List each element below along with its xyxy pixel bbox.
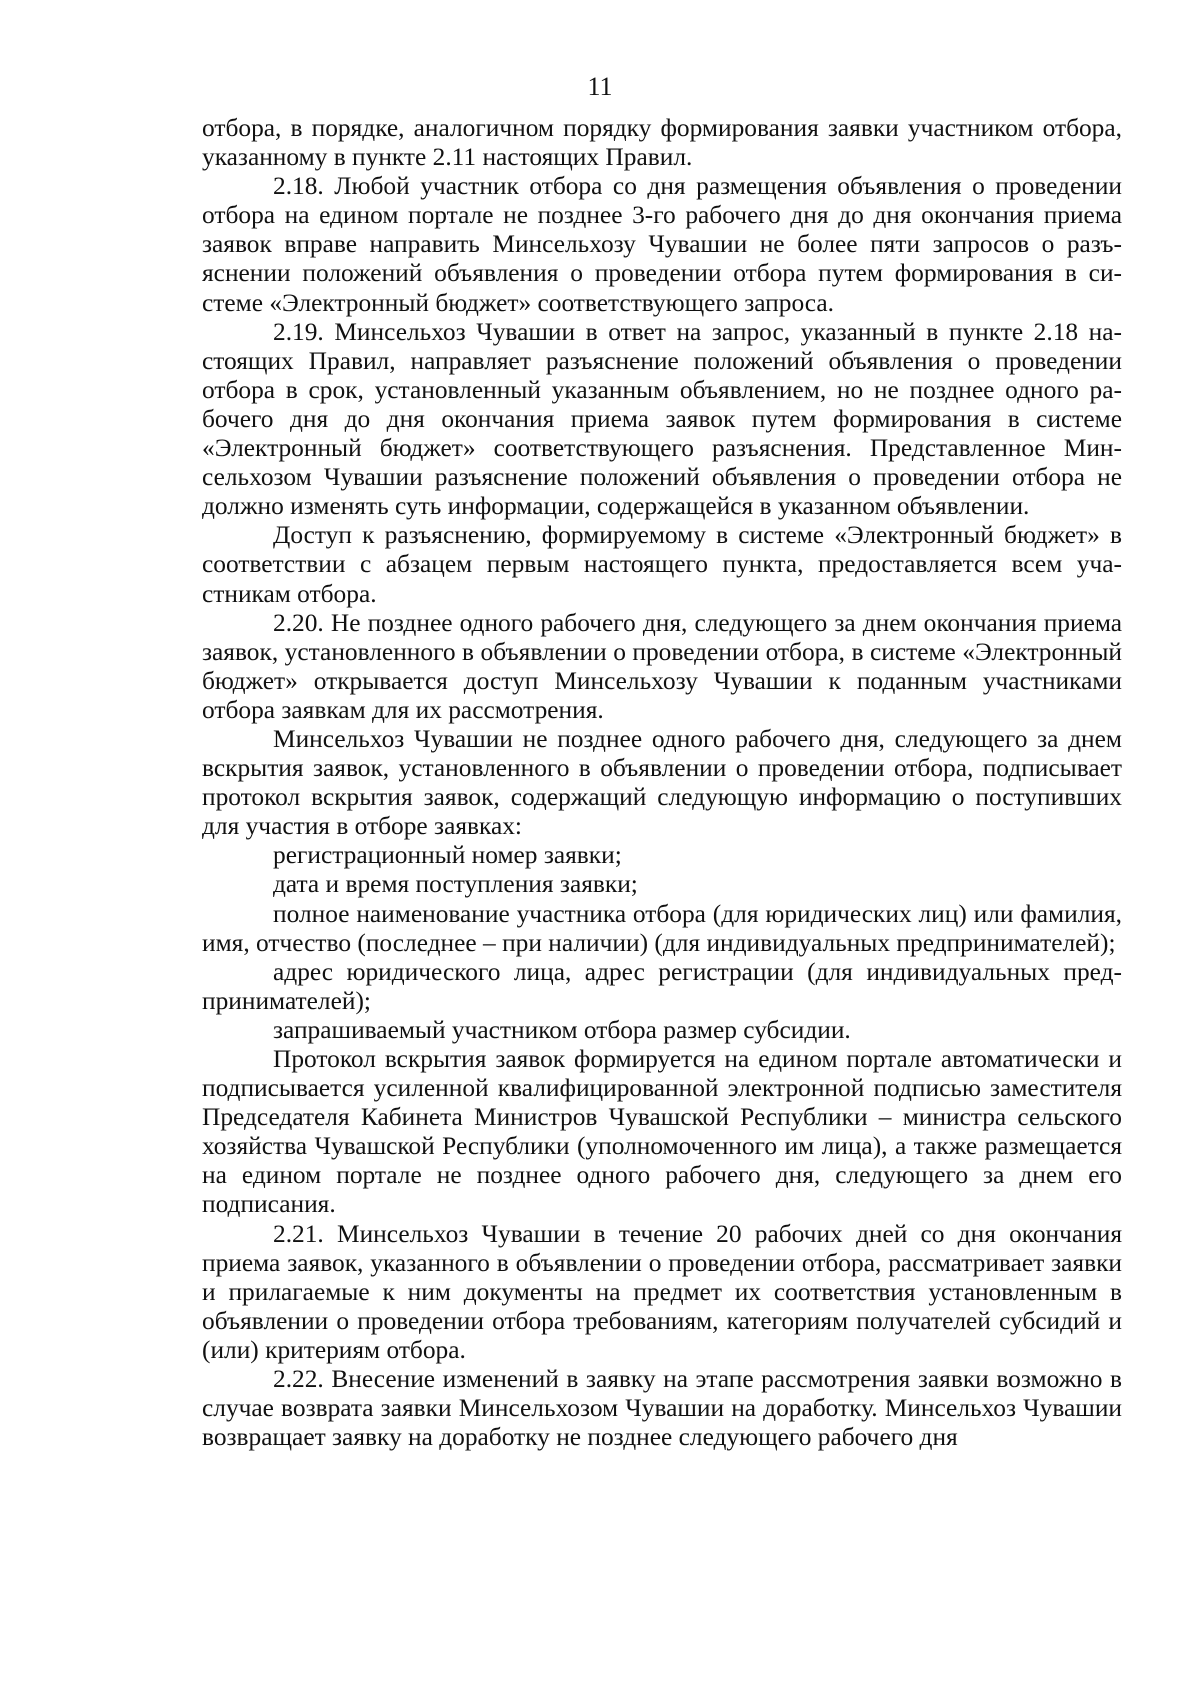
list-item-submission-date: дата и время поступления заявки;: [273, 870, 638, 899]
list-item-participant-name: полное наименование участника отбора (для юридических лиц) или фамилия, имя, отчество (последнее – при наличии) (для индивидуальных предпринимателей);: [202, 899, 1122, 957]
paragraph-2-19: 2.19. Минсельхоз Чувашии в ответ на запрос, указанный в пункте 2.18 настоящих Правил, направляет разъяснение положений объявления о проведении отбора в срок, установленный указанным объявлением, но не позднее одного рабочего дня до дня окончания приема заявок путем формирования в системе «Электронный бюджет» соответствующего разъяснения. Представленное Минсельхозом Чувашии разъяснение положений объявления о проведении отбора не должно изменять суть информации, содержащейся в указанном объявлении.: [202, 317, 1122, 521]
page-number: 11: [587, 72, 613, 101]
paragraph-protocol-signing: Протокол вскрытия заявок формируется на едином портале автоматически и подписывается усиленной квалифицированной электронной подписью заместителя Председателя Кабинета Министров Чувашской Республики – министра сельского хозяйства Чувашской Республики (уполномоченного им лица), а также размещается на едином портале не позднее одного рабочего дня, следующего за днем его подписания.: [202, 1045, 1122, 1219]
paragraph-2-20: 2.20. Не позднее одного рабочего дня, следующего за днем окончания приема заявок, установленного в объявлении о проведении отбора, в системе «Электронный бюджет» открывается доступ Минсельхозу Чувашии к поданным участниками отбора заявкам для их рассмотрения.: [202, 608, 1122, 724]
paragraph-access-clarification: Доступ к разъяснению, формируемому в системе «Электронный бюджет» в соответствии с абзацем первым настоящего пункта, предоставляется всем участникам отбора.: [202, 521, 1122, 608]
list-item-address: адрес юридического лица, адрес регистрации (для индивидуальных предпринимателей);: [202, 957, 1122, 1015]
paragraph-opening-protocol: Минсельхоз Чувашии не позднее одного рабочего дня, следующего за днем вскрытия заявок, установленного в объявлении о проведении отбора, подписывает протокол вскрытия заявок, содержащий следующую информацию о поступивших для участия в отборе заявках:: [202, 724, 1122, 841]
paragraph-continuation: отбора, в порядке, аналогичном порядку формирования заявки участником отбора, указанному в пункте 2.11 настоящих Правил.: [202, 114, 1122, 172]
list-item-subsidy-amount: запрашиваемый участником отбора размер субсидии.: [273, 1015, 851, 1044]
paragraph-2-18: 2.18. Любой участник отбора со дня размещения объявления о проведении отбора на едином портале не позднее 3-го рабочего дня до дня окончания приема заявок вправе направить Минсельхозу Чувашии не более пяти запросов о разъяснении положений объявления о проведении отбора путем формирования в системе «Электронный бюджет» соответствующего запроса.: [202, 172, 1122, 317]
paragraph-2-22: 2.22. Внесение изменений в заявку на этапе рассмотрения заявки возможно в случае возврата заявки Минсельхозом Чувашии на доработку. Минсельхоз Чувашии возвращает заявку на доработку не позднее следующего рабочего дня: [202, 1365, 1122, 1452]
list-item-registration-number: регистрационный номер заявки;: [273, 841, 622, 870]
paragraph-2-21: 2.21. Минсельхоз Чувашии в течение 20 рабочих дней со дня окончания приема заявок, указанного в объявлении о проведении отбора, рассматривает заявки и прилагаемые к ним документы на предмет их соответствия установленным в объявлении о проведении отбора требованиям, категориям получателей субсидий и (или) критериям отбора.: [202, 1219, 1122, 1364]
document-body: [202, 114, 1122, 1452]
